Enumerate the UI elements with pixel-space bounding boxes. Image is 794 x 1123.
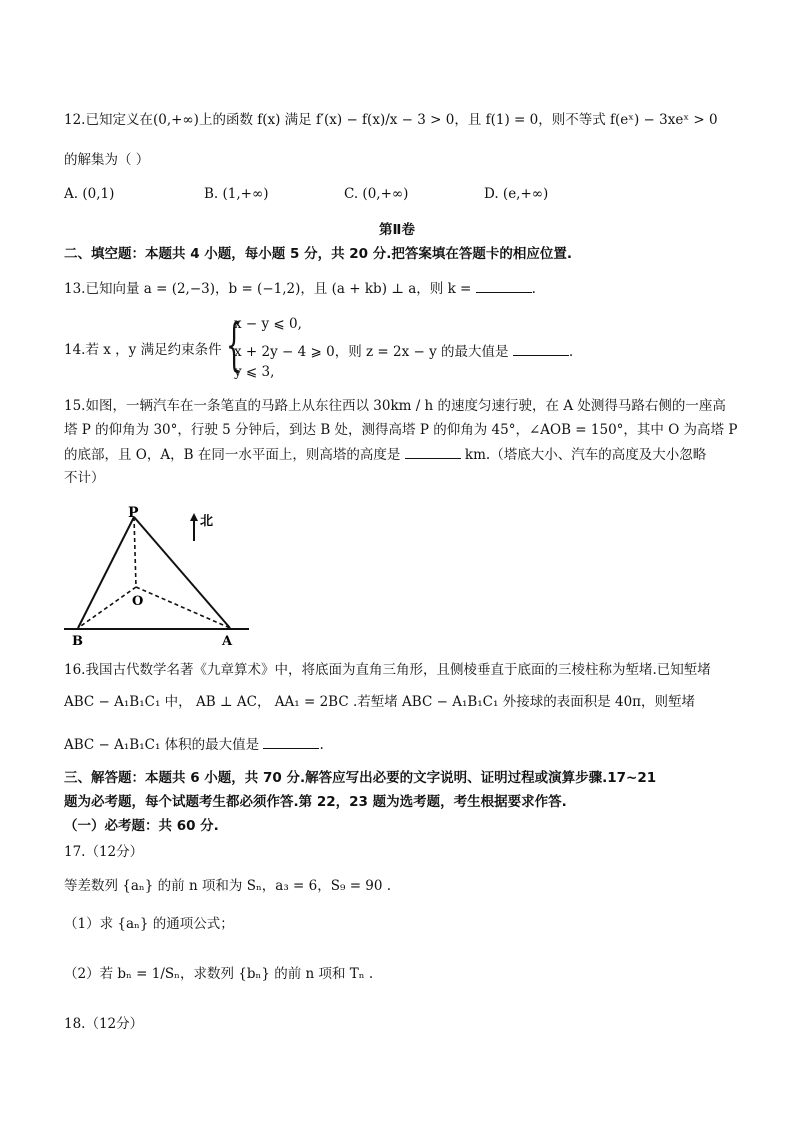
edge-oa xyxy=(136,587,230,628)
section3-line1: 三、解答题：本题共 6 小题，共 70 分.解答应写出必要的文字说明、证明过程或演算步骤.17~21 xyxy=(64,770,657,786)
edge-ob xyxy=(78,587,136,628)
edge-po xyxy=(134,517,136,587)
label-b: B xyxy=(72,634,83,647)
tower-figure xyxy=(64,505,254,647)
q17-part2: （2）若 bₙ = 1/Sₙ，求数列 {bₙ} 的前 n 项和 Tₙ . xyxy=(64,966,374,982)
q16-line3-text: ABC − A₁B₁C₁ 体积的最大值是 xyxy=(64,737,260,753)
q15-line4: 不计） xyxy=(64,470,105,486)
section3-line2: 题为必考题，每个试题考生都必须作答.第 22，23 题为选考题，考生根据要求作答. xyxy=(64,794,567,810)
q12-option-c: C. (0,+∞) xyxy=(344,186,409,202)
q13-answer-blank xyxy=(476,278,532,293)
q15-line3-text: 的底部，且 O，A，B 在同一水平面上，则高塔的高度是 xyxy=(64,447,401,463)
q17-title: 17.（12分） xyxy=(64,844,144,860)
q17-stem: 等差数列 {aₙ} 的前 n 项和为 Sₙ，a₃ = 6，S₉ = 90 . xyxy=(64,878,392,894)
q16-line3: ABC − A₁B₁C₁ 体积的最大值是 . xyxy=(64,734,324,755)
q13-text: 13.已知向量 a = (2,−3)，b = (−1,2)，且 (a + kb) ⊥ a，则 k = . xyxy=(64,278,536,299)
q14-constraint-1: x − y ⩽ 0, xyxy=(234,316,302,332)
q15-line2: 塔 P 的仰角为 30°，行驶 5 分钟后，到达 B 处，测得高塔 P 的仰角为 45°，∠AOB = 150°，其中 O 为高塔 P xyxy=(64,422,738,438)
label-north: 北 xyxy=(200,514,214,529)
q16-line1: 16.我国古代数学名著《九章算术》中，将底面为直角三角形，且侧棱垂直于底面的三棱柱称为堑堵.已知堑堵 xyxy=(64,662,711,678)
q15-answer-blank xyxy=(405,444,461,459)
q18-title: 18.（12分） xyxy=(64,1016,144,1032)
q12-line2: 的解集为（ ） xyxy=(64,152,150,168)
edge-pb xyxy=(78,517,134,628)
q14-constraint-3: y ⩽ 3, xyxy=(234,364,275,380)
label-o: O xyxy=(132,594,144,609)
q14-brace: { xyxy=(226,313,243,378)
q14-answer-blank xyxy=(513,341,569,356)
edge-pa xyxy=(134,517,230,628)
q12-option-b: B. (1,+∞) xyxy=(204,186,269,202)
q12-option-a: A. (0,1) xyxy=(64,186,115,202)
label-p: P xyxy=(128,505,139,521)
q12-line1: 12.已知定义在(0,+∞)上的函数 f(x) 满足 f′(x) − f(x)/x − 3 > 0，且 f(1) = 0，则不等式 f(eˣ) − 3xeˣ > 0 xyxy=(64,112,718,128)
north-arrowhead-icon xyxy=(190,513,198,521)
q15-line3-tail: km.（塔底大小、汽车的高度及大小忽略 xyxy=(464,447,707,463)
q15-line3 xyxy=(64,444,706,465)
q14-constraint-2-text: x + 2y − 4 ⩾ 0，则 z = 2x − y 的最大值是 xyxy=(234,344,509,360)
q16-line2: ABC − A₁B₁C₁ 中， AB ⊥ AC， AA₁ = 2BC .若堑堵 ABC − A₁B₁C₁ 外接球的表面积是 40π，则堑堵 xyxy=(64,694,696,710)
q15-line1: 15.如图，一辆汽车在一条笔直的马路上从东往西以 30km / h 的速度匀速行驶，在 A 处测得马路右侧的一座高 xyxy=(64,398,726,414)
q12-option-d: D. (e,+∞) xyxy=(484,186,549,202)
q13-stem: 13.已知向量 a = (2,−3)，b = (−1,2)，且 (a + kb) ⊥ a，则 k = xyxy=(64,281,472,297)
fill-in-header: 二、填空题：本题共 4 小题，每小题 5 分，共 20 分.把答案填在答题卡的相应位置. xyxy=(64,246,573,262)
required-header: （一）必考题：共 60 分. xyxy=(64,818,219,834)
section2-title: 第Ⅱ卷 xyxy=(379,222,415,238)
q14-prefix: 14.若 x ，y 满足约束条件 xyxy=(64,342,222,358)
q16-answer-blank xyxy=(263,734,319,749)
label-a: A xyxy=(222,634,233,647)
q14-constraint-2: x + 2y − 4 ⩾ 0，则 z = 2x − y 的最大值是 . xyxy=(234,340,573,360)
q17-part1: （1）求 {aₙ} 的通项公式； xyxy=(64,916,234,932)
